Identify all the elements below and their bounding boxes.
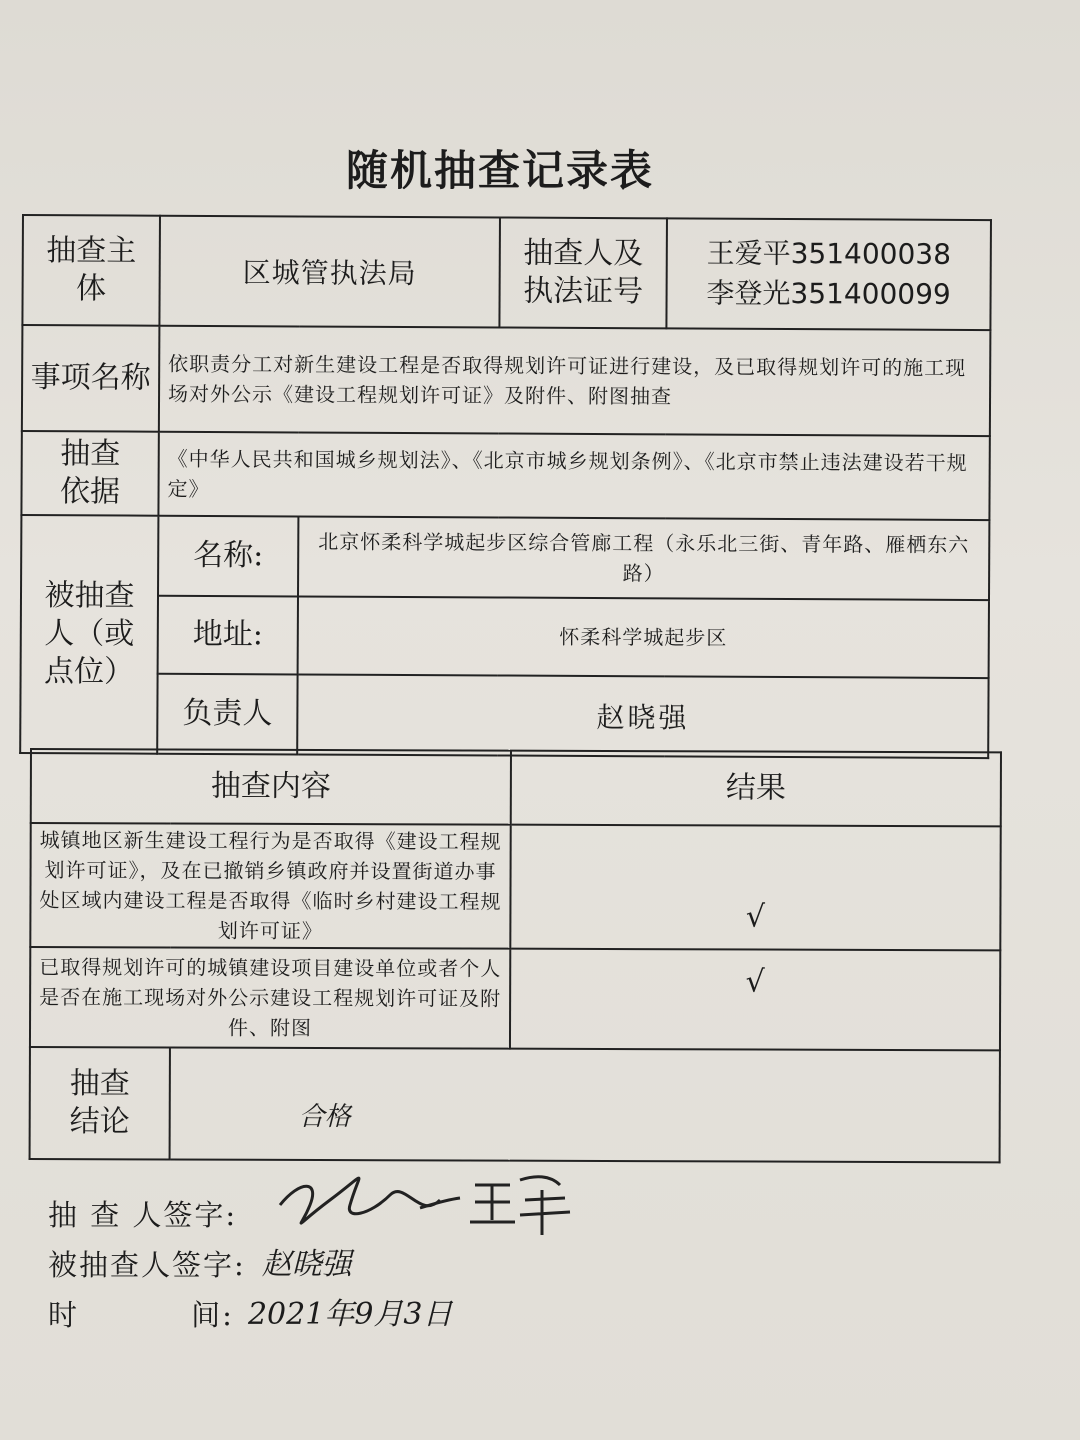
person-label: 负责人: [157, 674, 297, 755]
sig-inspector-row: [48, 1190, 948, 1240]
inspector-label: 抽查人及执法证号: [499, 218, 667, 329]
page-title: 随机抽查记录表: [345, 146, 654, 195]
signature-block: [48, 1190, 948, 1340]
content-header: 抽查内容: [31, 749, 511, 825]
subject-value: 区城管执法局: [159, 216, 500, 328]
name-value: 北京怀柔科学城起步区综合管廊工程（永乐北三街、青年路、雁栖东六路）: [298, 516, 989, 600]
address-label: 地址:: [158, 596, 298, 675]
content-item-2: 已取得规划许可的城镇建设项目建设单位或者个人是否在施工现场对外公示建设工程规划许可证及附件、附图: [30, 947, 510, 1049]
inspector-2: 李登光351400099: [706, 276, 951, 311]
basis-label: 抽查依据: [21, 431, 158, 516]
result-check-1: √: [510, 825, 1000, 951]
sig-inspectee-value: 赵晓强: [261, 1247, 352, 1282]
inspectee-label: 被抽查人（或点位）: [20, 515, 158, 754]
subject-row: [22, 215, 991, 330]
sig-inspectee-label: 被抽查人签字:: [48, 1248, 246, 1282]
inspectee-address-row: [21, 595, 989, 678]
item-value: 依职责分工对新生建设工程是否取得规划许可证进行建设，及已取得规划许可的施工现场对外公示《建设工程规划许可证》及附件、附图抽查: [159, 326, 991, 436]
result-check-2: √: [510, 949, 1000, 1051]
content-item-1: 城镇地区新生建设工程行为是否取得《建设工程规划许可证》，及在已撤销乡镇政府并设置街道办事处区域内建设工程是否取得《临时乡村建设工程规划许可证》: [30, 823, 510, 949]
info-table: [19, 214, 992, 759]
item-row: [22, 325, 991, 436]
sig-inspector-label: 抽 查 人签字:: [48, 1198, 238, 1232]
sig-inspectee-row: [48, 1240, 948, 1290]
result-header: 结果: [511, 751, 1001, 827]
inspectee-person-row: [20, 673, 988, 758]
conclusion-row: [30, 1047, 1000, 1162]
basis-row: [21, 431, 989, 520]
conclusion-label: 抽查结论: [30, 1047, 170, 1159]
conclusion-value: 合格: [170, 1047, 1000, 1162]
inspector-1: 王爱平351400038: [706, 236, 952, 271]
person-value: 赵晓强: [297, 674, 988, 758]
name-label: 名称:: [158, 516, 298, 597]
inspectee-name-row: [21, 515, 989, 600]
result-row-1: [30, 823, 1000, 950]
inspector-list: [666, 218, 991, 330]
date-value: 2021年9月3日: [247, 1297, 453, 1332]
address-value: 怀柔科学城起步区: [298, 596, 989, 678]
result-header-row: [31, 749, 1001, 826]
date-label: 时 间:: [48, 1298, 234, 1332]
basis-value: 《中华人民共和国城乡规划法》、《北京市城乡规划条例》、《北京市禁止违法建设若干规定》: [158, 432, 989, 520]
item-label: 事项名称: [22, 325, 160, 432]
subject-label: 抽查主体: [22, 215, 160, 326]
date-row: [48, 1290, 948, 1340]
result-table: [29, 748, 1002, 1163]
result-row-2: [30, 947, 1000, 1050]
